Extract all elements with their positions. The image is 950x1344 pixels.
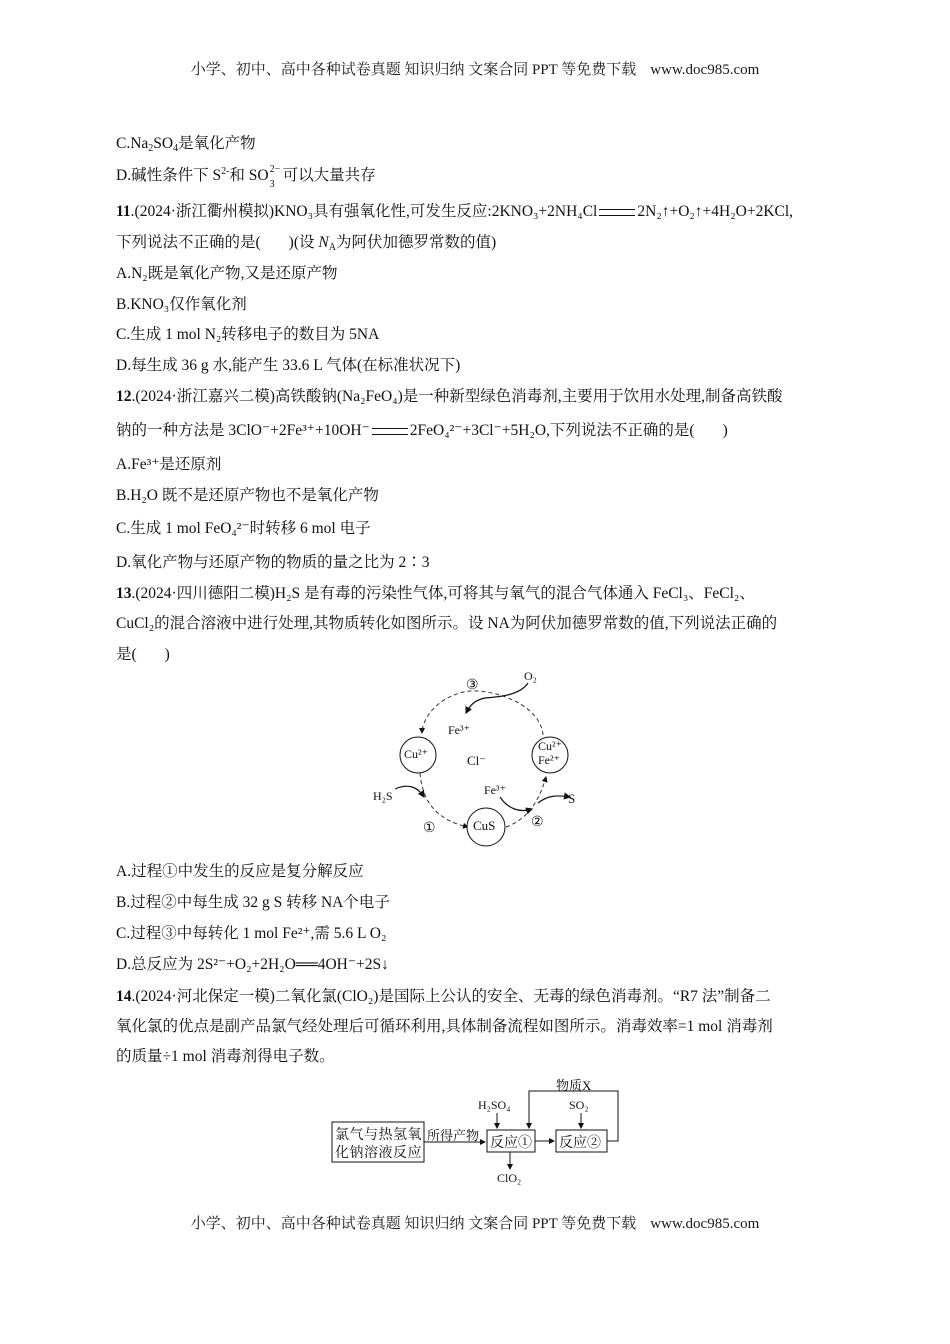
q11-option-a: A.N₂既是氧化产物,又是还原产物	[116, 265, 338, 282]
q13-option-b: B.过程②中每生成 32 g S 转移 NA个电子	[116, 894, 390, 911]
start-box-line2: 化钠溶液反应	[335, 1146, 422, 1161]
question-stem: 2FeO₄²⁻+3Cl⁻+5H₂O,下列说法不正确的是(	[409, 422, 695, 439]
option-label: D.	[116, 167, 132, 184]
option-text: 是氧化产物	[178, 135, 256, 152]
footer-text: 小学、初中、高中各种试卷真题 知识归纳 文案合同 PPT 等免费下载	[190, 1216, 637, 1232]
label-h2so4: H₂SO₄	[478, 1098, 511, 1112]
option-label: C.	[116, 135, 131, 152]
label-cl-minus: Cl⁻	[467, 753, 487, 768]
question-stem: 为阿伏加德罗常数的值)	[335, 234, 497, 251]
q13-option-c: C.过程③中每转化 1 mol Fe²⁺,需 5.6 L O₂	[116, 925, 387, 942]
start-box-line1: 氯气与热氢氧	[335, 1128, 422, 1143]
question-stem: )	[164, 646, 170, 663]
q13-stem-line2: CuCl₂的混合溶液中进行处理,其物质转化如图所示。设 NA为阿伏加德罗常数的值,下列说法正确的	[116, 615, 778, 632]
q14-stem-line3: 的质量÷1 mol 消毒剂得电子数。	[116, 1048, 335, 1065]
equals-sign	[372, 428, 408, 435]
question-stem: 钠的一种方法是 3ClO⁻+2Fe³⁺+10OH⁻	[116, 422, 370, 439]
option-text: 碱性条件下 S	[131, 167, 222, 184]
label-fe3plus-top: Fe³⁺	[448, 723, 470, 737]
page-footer	[0, 1212, 950, 1233]
label-so2: SO₂	[569, 1098, 589, 1112]
q13-cycle-diagram	[360, 665, 600, 855]
reaction-2-box: 反应②	[559, 1136, 601, 1151]
question-stem: KNO₃具有强氧化性,可发生反应:2KNO₃+2NH₄Cl	[274, 203, 598, 220]
q11-option-d: D.每生成 36 g 水,能产生 33.6 L 气体(在标准状况下)	[116, 357, 461, 374]
question-number: 13	[116, 585, 132, 602]
q11-stem-line1	[116, 202, 793, 222]
option-text: 和 SO	[229, 167, 269, 184]
node-cu2plus-right: Cu²⁺	[538, 739, 562, 753]
question-source: .(2024·浙江衢州模拟)	[130, 203, 275, 220]
label-s: S	[568, 791, 576, 806]
question-stem: )(设	[288, 234, 319, 251]
q14-flow-diagram	[320, 1065, 640, 1195]
question-stem: )	[722, 422, 728, 439]
question-source: .(2024·河北保定一模)	[131, 988, 275, 1005]
q12-stem-line2	[116, 421, 728, 441]
header-url: www.doc985.com	[650, 62, 760, 78]
label-fe3plus-bottom: Fe³⁺	[484, 783, 506, 797]
q11-option-b: B.KNO₃仅作氧化剂	[116, 296, 247, 313]
formula-part: SO	[153, 135, 174, 152]
question-stem: 下列说法不正确的是(	[116, 234, 261, 251]
prev-option-c	[116, 134, 256, 154]
reaction-1-box: 反应①	[490, 1136, 532, 1151]
step-3-marker: ③	[466, 678, 479, 693]
arrow-label-products: 所得产物	[427, 1128, 480, 1143]
step-1-marker: ①	[423, 821, 436, 836]
subscript: 4	[173, 143, 179, 154]
formula-part: Na	[130, 135, 149, 152]
q13-option-d: D.总反应为 2S²⁻+O₂+2H₂O══4OH⁻+2S↓	[116, 956, 389, 973]
q12-option-c: C.生成 1 mol FeO₄²⁻时转移 6 mol 电子	[116, 520, 371, 537]
label-clo2: ClO₂	[497, 1171, 522, 1185]
prev-option-d	[116, 164, 376, 191]
footer-url: www.doc985.com	[650, 1216, 760, 1232]
subscript: 2	[148, 143, 154, 154]
q13-option-a: A.过程①中发生的反应是复分解反应	[116, 863, 364, 880]
question-stem: 二氧化氯(ClO₂)是国际上公认的安全、无毒的绿色消毒剂。“R7 法”制备二	[274, 988, 771, 1005]
node-cu2plus: Cu²⁺	[404, 747, 428, 761]
q13-stem-line3	[116, 645, 170, 665]
q11-stem-line2	[116, 233, 496, 253]
q12-stem-line1	[116, 387, 783, 407]
question-stem: 高铁酸钠(Na₂FeO₄)是一种新型绿色消毒剂,主要用于饮用水处理,制备高铁酸	[274, 388, 783, 405]
step-2-marker: ②	[531, 815, 544, 830]
question-stem: H₂S 是有毒的污染性气体,可将其与氧气的混合气体通入 FeCl₃、FeCl₂、	[274, 585, 755, 602]
q13-stem-line1	[116, 584, 755, 604]
node-fe2plus-right: Fe²⁺	[538, 753, 560, 767]
label-o2: O₂	[524, 669, 537, 683]
question-stem: 是(	[116, 646, 137, 663]
page-header	[0, 58, 950, 79]
question-number: 12	[116, 388, 132, 405]
q14-stem-line1	[116, 987, 771, 1007]
label-substance-x: 物质X	[556, 1078, 592, 1093]
question-source: .(2024·四川德阳二模)	[131, 585, 275, 602]
q12-option-d: D.氧化产物与还原产物的物质的量之比为 2∶3	[116, 554, 430, 571]
question-number: 11	[116, 203, 131, 220]
subscript: 3	[269, 179, 275, 191]
label-h2s: H₂S	[373, 789, 393, 803]
q12-option-a: A.Fe³⁺是还原剂	[116, 456, 222, 473]
question-stem: 2N₂↑+O₂↑+4H₂O+2KCl,	[637, 203, 794, 220]
q11-option-c: C.生成 1 mol N₂转移电子的数目为 5NA	[116, 326, 380, 343]
avogadro-symbol: N	[318, 234, 329, 251]
superscript: 2−	[269, 164, 281, 176]
superscript: 2-	[221, 166, 230, 177]
q12-option-b: B.H₂O 既不是还原产物也不是氧化产物	[116, 487, 379, 504]
equals-sign	[599, 209, 635, 216]
node-cus: CuS	[473, 818, 496, 833]
header-text: 小学、初中、高中各种试卷真题 知识归纳 文案合同 PPT 等免费下载	[190, 62, 637, 78]
option-text: 可以大量共存	[282, 167, 376, 184]
ion-charge-stack	[269, 164, 283, 191]
question-source: .(2024·浙江嘉兴二模)	[131, 388, 275, 405]
question-number: 14	[116, 988, 132, 1005]
subscript: A	[328, 242, 336, 253]
q14-stem-line2: 氧化氯的优点是副产品氯气经处理后可循环利用,具体制备流程如图所示。消毒效率=1 mol 消毒剂	[116, 1018, 773, 1035]
